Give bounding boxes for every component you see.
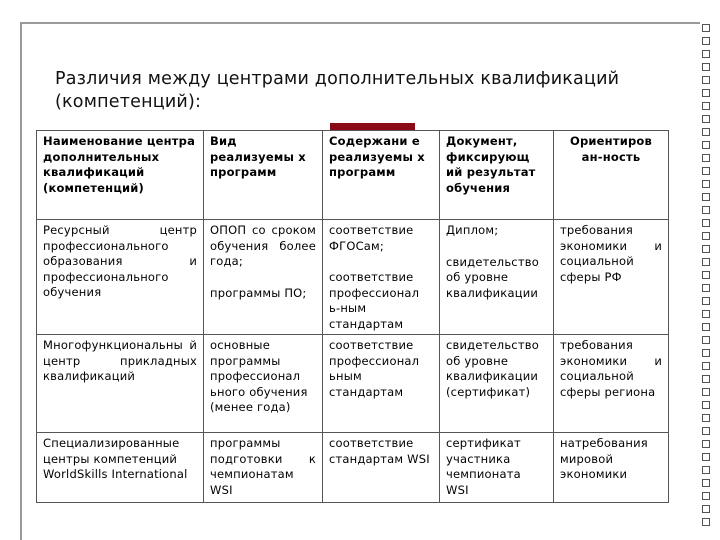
cell-document-part-b: свидетельство об уровне квалификации bbox=[446, 254, 539, 300]
header-cell-center-name: Наименование центра дополнительных квалификаций (компетенций) bbox=[37, 131, 204, 220]
decorative-square bbox=[702, 518, 710, 526]
decorative-square bbox=[702, 219, 710, 227]
header-cell-program-content: Содержани е реализуемы х программ bbox=[323, 131, 440, 220]
decorative-square bbox=[702, 232, 710, 240]
decorative-square bbox=[702, 37, 710, 45]
decorative-square bbox=[702, 193, 710, 201]
decorative-square bbox=[702, 24, 710, 32]
decorative-square bbox=[702, 349, 710, 357]
decorative-square bbox=[702, 479, 710, 487]
cell-orientation: требования экономики и социальной сферы региона bbox=[554, 335, 669, 433]
decorative-square bbox=[702, 63, 710, 71]
cell-programs: программы подготовки к чемпионатам WSI bbox=[204, 433, 323, 503]
cell-center-name: Специализированные центры компетенций WorldSkills International bbox=[37, 433, 204, 503]
decorative-square bbox=[702, 89, 710, 97]
decorative-square bbox=[702, 76, 710, 84]
accent-bar bbox=[330, 123, 415, 130]
comparison-table bbox=[36, 130, 669, 503]
decorative-square bbox=[702, 154, 710, 162]
header-cell-document: Документ, фиксирующ ий результат обучения bbox=[440, 131, 554, 220]
table-row bbox=[37, 220, 669, 335]
table-row bbox=[37, 433, 669, 503]
cell-document-part-a: Диплом; bbox=[446, 223, 499, 237]
cell-center-name: Ресурсный центр профессионального образования и профессионального обучения bbox=[37, 220, 204, 335]
decorative-square bbox=[702, 141, 710, 149]
decorative-square bbox=[702, 115, 710, 123]
cell-content: соответствие стандартам WSI bbox=[323, 433, 440, 503]
cell-programs bbox=[204, 220, 323, 335]
cell-document bbox=[440, 220, 554, 335]
decorative-square bbox=[702, 388, 710, 396]
decorative-square bbox=[702, 310, 710, 318]
decorative-square bbox=[702, 453, 710, 461]
cell-center-name: Многофункциональны й центр прикладных квалификаций bbox=[37, 335, 204, 433]
header-cell-program-type: Вид реализуемы х программ bbox=[204, 131, 323, 220]
decorative-square-column bbox=[702, 22, 714, 540]
cell-programs-part-b: программы ПО; bbox=[210, 285, 307, 300]
cell-document: сертификат участника чемпионата WSI bbox=[440, 433, 554, 503]
decorative-square bbox=[702, 401, 710, 409]
slide-frame-top bbox=[20, 22, 700, 24]
decorative-square bbox=[702, 362, 710, 370]
decorative-square bbox=[702, 336, 710, 344]
decorative-square bbox=[702, 102, 710, 110]
slide-frame-left bbox=[20, 22, 22, 540]
cell-content: соответствие профессионал ьным стандартам bbox=[323, 335, 440, 433]
cell-orientation: натребования мировой экономики bbox=[554, 433, 669, 503]
decorative-square bbox=[702, 375, 710, 383]
decorative-square bbox=[702, 492, 710, 500]
decorative-square bbox=[702, 323, 710, 331]
table-header-row bbox=[37, 131, 669, 220]
decorative-square bbox=[702, 245, 710, 253]
header-cell-orientation: Ориентиров ан-ность bbox=[554, 131, 669, 220]
cell-programs-part-a: ОПОП со сроком обучения более года; bbox=[210, 223, 316, 268]
cell-orientation: требования экономики и социальной сферы РФ bbox=[554, 220, 669, 335]
decorative-square bbox=[702, 414, 710, 422]
decorative-square bbox=[702, 427, 710, 435]
decorative-square bbox=[702, 466, 710, 474]
cell-document: свидетельство об уровне квалификации (сертификат) bbox=[440, 335, 554, 433]
decorative-square bbox=[702, 440, 710, 448]
decorative-square bbox=[702, 258, 710, 266]
decorative-square bbox=[702, 167, 710, 175]
decorative-square bbox=[702, 505, 710, 513]
cell-content-part-a: соответствие ФГОСам; bbox=[329, 223, 414, 253]
decorative-square bbox=[702, 297, 710, 305]
cell-content bbox=[323, 220, 440, 335]
decorative-square bbox=[702, 50, 710, 58]
decorative-square bbox=[702, 180, 710, 188]
slide-title: Различия между центрами дополнительных квалификаций (компетенций): bbox=[55, 69, 620, 112]
decorative-square bbox=[702, 206, 710, 214]
cell-programs: основные программы профессионал ьного обучения (менее года) bbox=[204, 335, 323, 433]
table-row bbox=[37, 335, 669, 433]
decorative-square bbox=[702, 284, 710, 292]
decorative-square bbox=[702, 128, 710, 136]
cell-content-part-b: соответствие профессионал ь-ным стандартам bbox=[329, 270, 420, 331]
decorative-square bbox=[702, 271, 710, 279]
